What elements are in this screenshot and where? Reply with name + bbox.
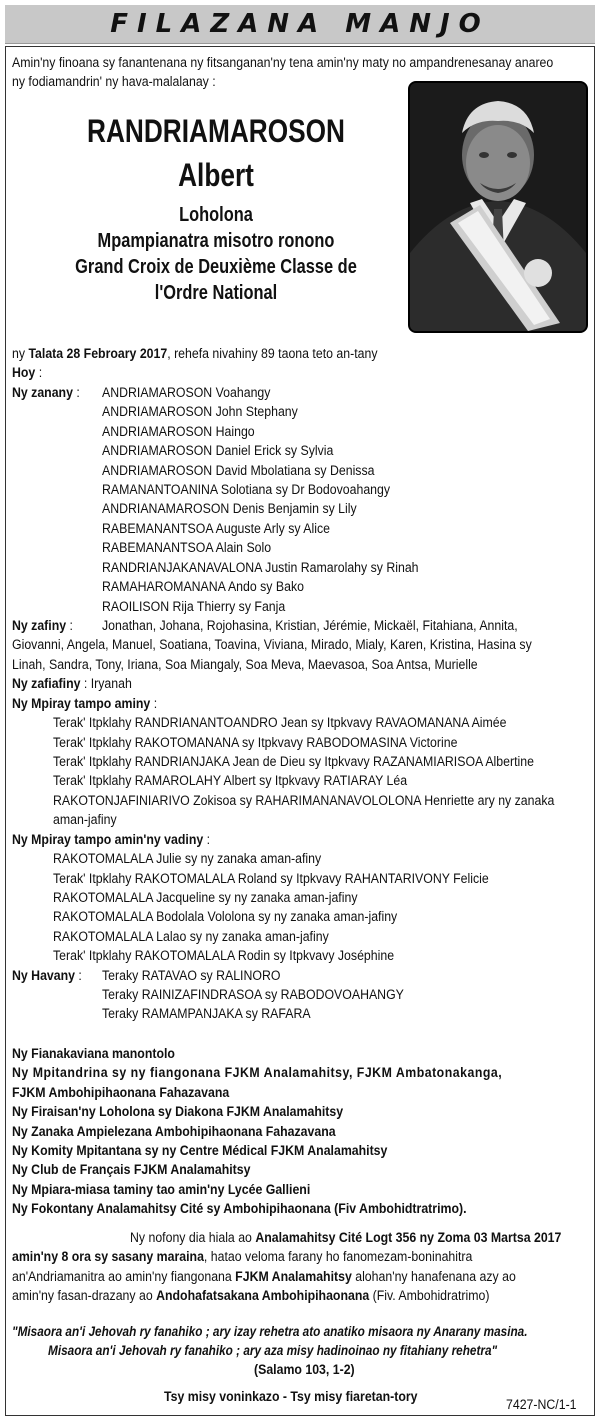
tampo-vadiny-item: RAKOTOMALALA Jacqueline sy ny zanaka aman-jafiny	[53, 890, 358, 905]
zanany-item: ANDRIANAMAROSON Denis Benjamin sy Lily	[102, 501, 357, 516]
org-line: Ny Fianakaviana manontolo	[12, 1046, 175, 1061]
tampo-aminy-item: Terak' Itpklahy RANDRIANANTOANDRO Jean sy Itpkvavy RAVAOMANANA Aimée	[53, 715, 507, 730]
verse-line-1: "Misaora an'i Jehovah ry fanahiko ; ary izay rehetra ato anatiko misaora ny Anarany masina.	[12, 1324, 528, 1339]
zafiafiny-line: Ny zafiafiny : Iryanah	[12, 676, 132, 691]
tampo-aminy-label: Ny Mpiray tampo aminy :	[12, 696, 158, 711]
org-line: Ny Mpiara-miasa taminy tao amin'ny Lycée Gallieni	[12, 1182, 311, 1197]
tampo-aminy-item: Terak' Itpklahy RAKOTOMANANA sy Itpkvavy RABODOMASINA Victorine	[53, 735, 458, 750]
zanany-item: RAOILISON Rija Thierry sy Fanja	[102, 599, 286, 614]
havany-item: Teraky RATAVAO sy RALINORO	[102, 968, 281, 983]
org-line: Ny Mpitandrina sy ny fiangonana FJKM Analamahitsy, FJKM Ambatonakanga,	[12, 1065, 503, 1080]
hoy-label: Hoy :	[12, 365, 43, 380]
tampo-vadiny-item: RAKOTOMALALA Bodolala Vololona sy ny zanaka aman-jafiny	[53, 909, 398, 924]
zanany-item: RABEMANANTSOA Auguste Arly sy Alice	[102, 521, 331, 536]
zanany-item: ANDRIAMAROSON Voahangy	[102, 385, 271, 400]
tampo-vadiny-item: Terak' Itpklahy RAKOTOMALALA Rodin sy Itpkvavy Joséphine	[53, 948, 395, 963]
zanany-item: ANDRIAMAROSON Daniel Erick sy Sylvia	[102, 443, 334, 458]
tampo-vadiny-item: Terak' Itpklahy RAKOTOMALALA Roland sy Itpkvavy RAHANTARIVONY Felicie	[53, 871, 489, 886]
title-line-4: l'Ordre National	[154, 282, 278, 304]
intro-line-1: Amin'ny finoana sy fanantenana ny fitsanganan'ny tena amin'ny maty no ampandrenesanay anareo	[12, 55, 554, 70]
org-line: Ny Zanaka Ampielezana Ambohipihaonana Fahazavana	[12, 1124, 336, 1139]
deceased-surname: RANDRIAMAROSON	[86, 113, 346, 149]
org-line: Ny Club de Français FJKM Analamahitsy	[12, 1162, 251, 1177]
zanany-label: Ny zanany :	[12, 385, 80, 400]
org-line: FJKM Ambohipihaonana Fahazavana	[12, 1085, 230, 1100]
zanany-item: ANDRIAMAROSON John Stephany	[102, 404, 298, 419]
havany-item: Teraky RAMAMPANJAKA sy RAFARA	[102, 1006, 311, 1021]
title-line-2: Mpampianatra misotro ronono	[97, 230, 335, 252]
header-banner	[5, 5, 595, 44]
org-line: Ny Firaisan'ny Loholona sy Diakona FJKM Analamahitsy	[12, 1104, 344, 1119]
notice-frame	[5, 46, 595, 1416]
funeral-line-4: amin'ny fasan-drazany ao Andohafatsakana Ambohipihaonana (Fiv. Ambohidratrimo)	[12, 1288, 490, 1303]
org-line: Ny Fokontany Analamahitsy Cité sy Ambohipihaonana (Fiv Ambohidtratrimo).	[12, 1201, 467, 1216]
zanany-item: RANDRIANJAKANAVALONA Justin Ramarolahy sy Rinah	[102, 560, 419, 575]
havany-item: Teraky RAINIZAFINDRASOA sy RABODOVOAHANGY	[102, 987, 404, 1002]
verse-line-2: Misaora an'i Jehovah ry fanahiko ; ary aza misy hadinoinao ny fitahiany rehetra"	[48, 1343, 498, 1358]
tampo-vadiny-item: RAKOTOMALALA Julie sy ny zanaka aman-afiny	[53, 851, 322, 866]
title-line-1: Loholona	[179, 204, 253, 226]
footer-note: Tsy misy voninkazo - Tsy misy fiaretan-tory	[164, 1389, 418, 1404]
footer-reference: 7427-NC/1-1	[506, 1397, 577, 1412]
verse-reference: (Salamo 103, 1-2)	[254, 1362, 355, 1377]
tampo-aminy-item: RAKOTONJAFINIARIVO Zokisoa sy RAHARIMANANAVOLOLONA Henriette ary ny zanaka	[53, 793, 555, 808]
title-line-3: Grand Croix de Deuxième Classe de	[75, 256, 357, 278]
funeral-line-2: amin'ny 8 ora sy sasany maraina, hatao veloma farany ho fanomezam-boninahitra	[12, 1249, 473, 1264]
portrait-photo	[408, 81, 588, 333]
havany-label: Ny Havany :	[12, 968, 82, 983]
tampo-aminy-item: Terak' Itpklahy RANDRIANJAKA Jean de Dieu sy Itpkvavy RAZANAMIARISOA Albertine	[53, 754, 534, 769]
zanany-item: ANDRIAMAROSON Haingo	[102, 424, 255, 439]
zafiny-line: Giovanni, Angela, Manuel, Soatiana, Toavina, Viviana, Mirado, Mialy, Karen, Kristina, Hasina sy	[12, 637, 532, 652]
zafiny-line: Jonathan, Johana, Rojohasina, Kristian, Jérémie, Mickaël, Fitahiana, Annita,	[102, 618, 518, 633]
tampo-aminy-item: Terak' Itpklahy RAMAROLAHY Albert sy Itpkvavy RATIARAY Léa	[53, 773, 408, 788]
header-title: FILAZANA MANJO	[110, 9, 490, 39]
zanany-item: RAMAHAROMANANA Ando sy Bako	[102, 579, 304, 594]
intro-line-2: ny fodiamandrin' ny hava-malalanay :	[12, 74, 216, 89]
zanany-item: ANDRIAMAROSON David Mbolatiana sy Denissa	[102, 463, 375, 478]
deceased-firstname: Albert	[178, 157, 254, 193]
zanany-item: RAMANANTOANINA Solotiana sy Dr Bodovoahangy	[102, 482, 391, 497]
tampo-vadiny-label: Ny Mpiray tampo amin'ny vadiny :	[12, 832, 211, 847]
funeral-line-1: Ny nofony dia hiala ao Analamahitsy Cité Logt 356 ny Zoma 03 Martsa 2017	[130, 1230, 562, 1245]
zafiny-line: Linah, Sandra, Tony, Iriana, Soa Miangaly, Soa Meva, Maevasoa, Soa Antsa, Murielle	[12, 657, 478, 672]
funeral-line-3: an'Andriamanitra ao amin'ny fiangonana FJKM Analamahitsy alohan'ny hanafenana azy ao	[12, 1269, 516, 1284]
tampo-aminy-item: aman-jafiny	[53, 812, 117, 827]
zafiny-label: Ny zafiny :	[12, 618, 73, 633]
zanany-item: RABEMANANTSOA Alain Solo	[102, 540, 272, 555]
tampo-vadiny-item: RAKOTOMALALA Lalao sy ny zanaka aman-jafiny	[53, 929, 329, 944]
death-announcement: ny Talata 28 Febroary 2017, rehefa nivahiny 89 taona teto an-tany	[12, 346, 378, 361]
org-line: Ny Komity Mpitantana sy ny Centre Médical FJKM Analamahitsy	[12, 1143, 388, 1158]
